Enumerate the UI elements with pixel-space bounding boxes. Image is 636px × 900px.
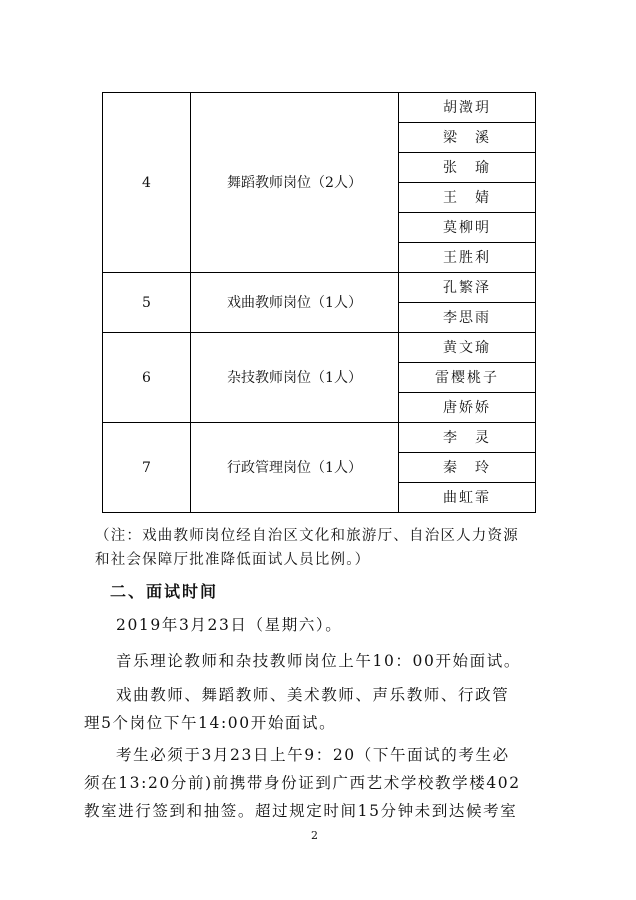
candidate-name: 雷樱桃子 — [399, 363, 536, 393]
table-row — [103, 273, 536, 303]
candidate-name: 秦 玲 — [399, 453, 536, 483]
table-note — [95, 524, 555, 572]
candidate-name: 李 灵 — [399, 423, 536, 453]
candidate-name: 王 婧 — [399, 183, 536, 213]
paragraph-line: 戏曲教师、舞蹈教师、美术教师、声乐教师、行政管 — [116, 686, 510, 704]
candidate-name: 曲虹霏 — [399, 483, 536, 513]
table-row — [103, 333, 536, 363]
table-row — [103, 93, 536, 123]
paragraph-line: 考生必须于3月23日上午9：20（下午面试的考生必 — [116, 746, 510, 764]
section-heading: 二、面试时间 — [110, 582, 219, 601]
paragraph-line: 音乐理论教师和杂技教师岗位上午10：00开始面试。 — [116, 652, 521, 670]
candidate-name: 王胜利 — [399, 243, 536, 273]
candidate-name: 张 瑜 — [399, 153, 536, 183]
note-line: 和社会保障厅批准降低面试人员比例。） — [95, 552, 371, 568]
page-number: 2 — [311, 829, 318, 842]
candidate-name: 莫柳明 — [399, 213, 536, 243]
candidate-name: 李思雨 — [399, 303, 536, 333]
paragraph-line: 须在13:20分前)前携带身份证到广西艺术学校教学楼402 — [84, 774, 521, 792]
candidate-table — [102, 92, 536, 513]
row-number: 7 — [103, 423, 191, 513]
candidate-name: 黄文瑜 — [399, 333, 536, 363]
position-cell: 戏曲教师岗位（1人） — [191, 273, 399, 333]
position-cell: 杂技教师岗位（1人） — [191, 333, 399, 423]
candidate-name: 孔繁泽 — [399, 273, 536, 303]
paragraph-line: 教室进行签到和抽签。超过规定时间15分钟未到达候考室 — [84, 802, 518, 820]
row-number: 6 — [103, 333, 191, 423]
position-cell: 行政管理岗位（1人） — [191, 423, 399, 513]
position-cell: 舞蹈教师岗位（2人） — [191, 93, 399, 273]
interview-date: 2019年3月23日（星期六）。 — [116, 616, 343, 634]
note-line: （注：戏曲教师岗位经自治区文化和旅游厅、自治区人力资源 — [95, 528, 519, 544]
candidate-name: 梁 溪 — [399, 123, 536, 153]
candidate-name: 胡澂玥 — [399, 93, 536, 123]
row-number: 5 — [103, 273, 191, 333]
candidate-name: 唐娇娇 — [399, 393, 536, 423]
paragraph-line: 理5个岗位下午14:00开始面试。 — [84, 714, 337, 732]
table-row — [103, 423, 536, 453]
row-number: 4 — [103, 93, 191, 273]
